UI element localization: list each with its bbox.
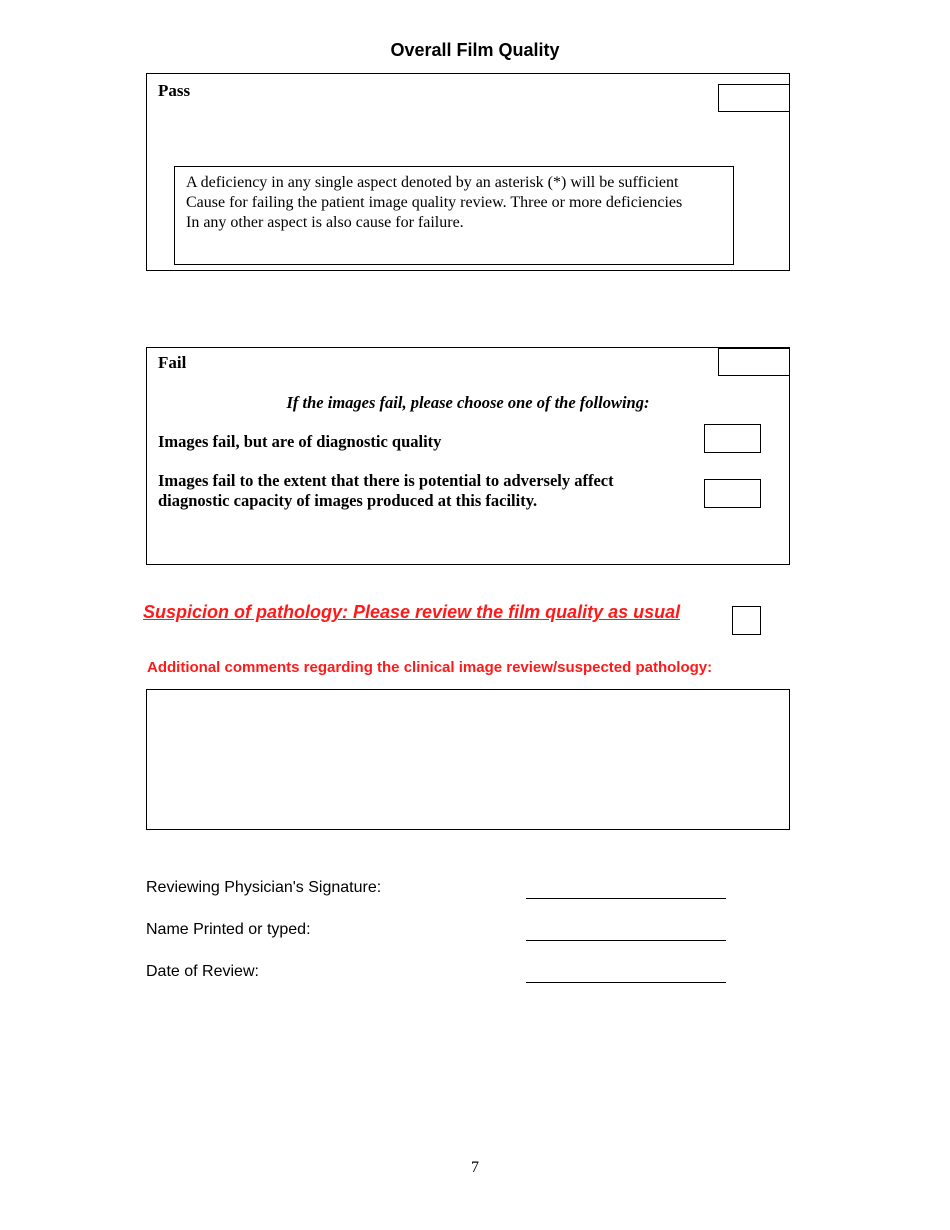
pass-label: Pass — [158, 81, 191, 100]
fail-option-diagnostic-checkbox[interactable] — [704, 424, 761, 453]
pass-checkbox[interactable] — [718, 84, 790, 112]
pass-note-line: A deficiency in any single aspect denoted by an asterisk (*) will be sufficient — [186, 174, 679, 191]
fail-option-adverse-line: Images fail to the extent that there is potential to adversely affect — [158, 471, 614, 490]
fail-checkbox[interactable] — [718, 348, 790, 376]
physician-signature-label: Reviewing Physician's Signature: — [146, 879, 382, 896]
pass-note — [186, 173, 731, 233]
comments-box[interactable] — [146, 689, 790, 830]
fail-label: Fail — [158, 353, 187, 372]
page-title: Overall Film Quality — [390, 40, 560, 60]
suspicion-label: Suspicion of pathology: Please review the film quality as usual — [143, 602, 681, 622]
fail-option-adverse-checkbox[interactable] — [704, 479, 761, 508]
pass-note-line: In any other aspect is also cause for failure. — [186, 214, 464, 231]
review-date-label: Date of Review: — [146, 963, 259, 980]
suspicion-checkbox[interactable] — [732, 606, 761, 635]
fail-section — [146, 347, 790, 565]
fail-option-diagnostic-label: Images fail, but are of diagnostic quality — [158, 432, 442, 451]
name-printed-label: Name Printed or typed: — [146, 921, 311, 938]
review-date-line[interactable] — [526, 982, 726, 983]
pass-note-line: Cause for failing the patient image quality review. Three or more deficiencies — [186, 194, 683, 211]
fail-option-adverse-label — [158, 471, 614, 511]
fail-instruction: If the images fail, please choose one of the following: — [286, 393, 650, 412]
fail-option-adverse-line: diagnostic capacity of images produced at this facility. — [158, 491, 538, 510]
page-number: 7 — [471, 1159, 479, 1176]
comments-label: Additional comments regarding the clinical image review/suspected pathology: — [147, 659, 713, 676]
name-printed-line[interactable] — [526, 940, 726, 941]
physician-signature-line[interactable] — [526, 898, 726, 899]
